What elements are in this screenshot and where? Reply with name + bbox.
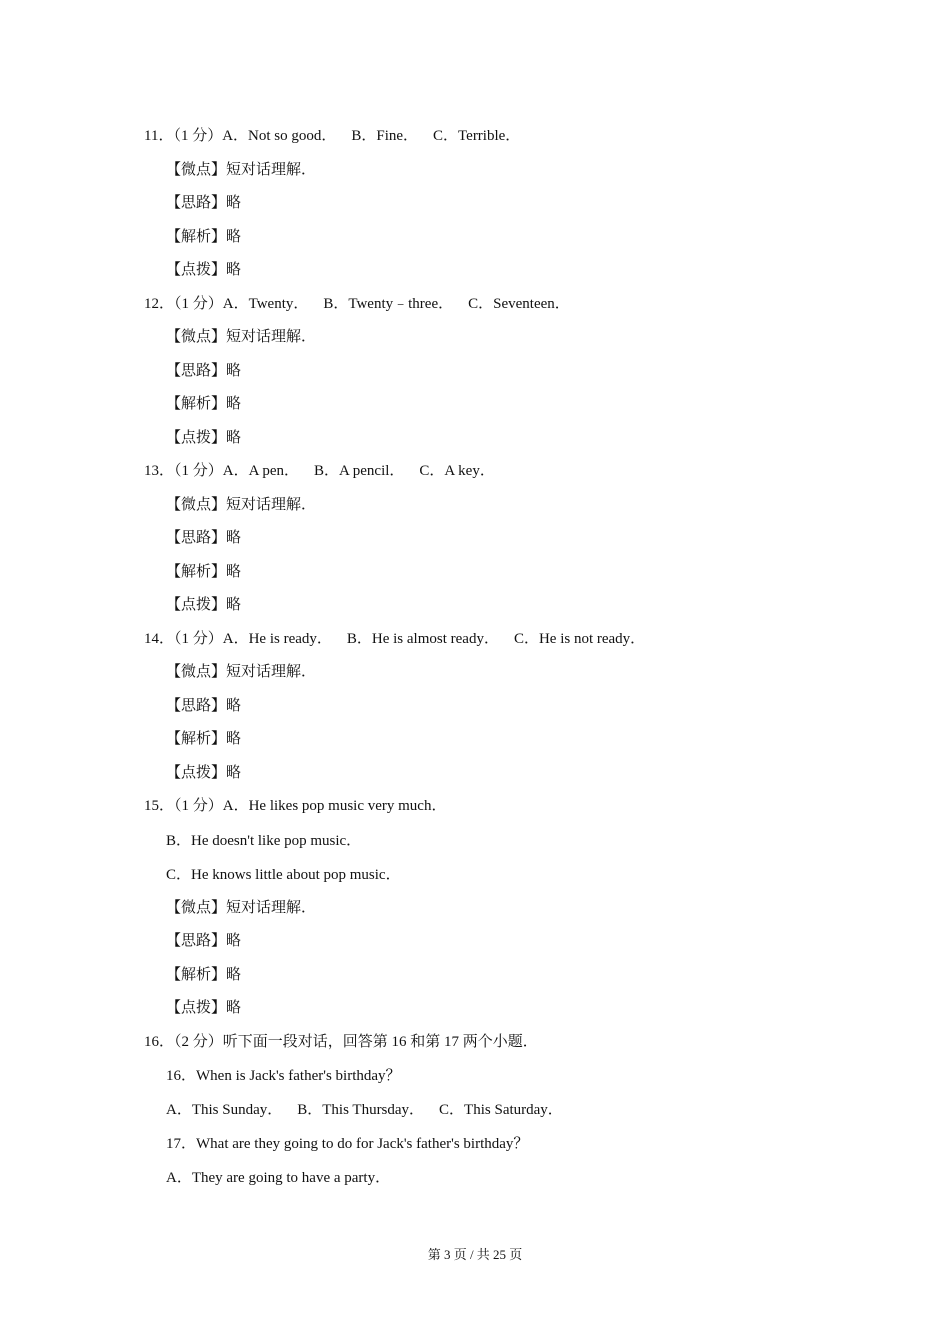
answer-note: 【思路】略	[166, 195, 242, 211]
answer-note: 【点拨】略	[166, 262, 242, 278]
answer-note: 【微点】短对话理解．	[166, 899, 317, 916]
answer-note: 【点拨】略	[166, 764, 242, 781]
answer-note: 【解析】略	[166, 731, 242, 747]
page-footer: 第 3 页 / 共 25 页	[427, 1247, 523, 1262]
question-stem: 11．（1 分）A．Not so good． B．Fine． C．Terrible．	[144, 128, 521, 144]
answer-note: 【解析】略	[166, 228, 242, 245]
answer-note: 【微点】短对话理解．	[166, 664, 317, 680]
question-stem: 16．（2 分）听下面一段对话，回答第 16 和第 17 两个小题．	[144, 1033, 538, 1050]
answer-note: 【点拨】略	[166, 1000, 242, 1016]
question-stem: 14．（1 分）A．He is ready． B．He is almost ready． C．He is not ready．	[144, 630, 646, 647]
question-stem: 15．（1 分）A．He likes pop music very much．	[144, 798, 447, 814]
question-stem: 12．（1 分）A．Twenty． B．Twenty﹣three． C．Seventeen．	[144, 295, 570, 312]
answer-note: 【微点】短对话理解．	[166, 161, 317, 178]
question-option: 16．When is Jack's father's birthday？	[166, 1068, 401, 1084]
answer-note: 【思路】略	[166, 933, 242, 949]
answer-note: 【点拨】略	[166, 429, 242, 446]
answer-note: 【思路】略	[166, 697, 242, 714]
question-option: A．They are going to have a party．	[166, 1170, 391, 1186]
answer-note: 【思路】略	[166, 362, 242, 379]
question-option: A．This Sunday． B．This Thursday． C．This Saturday．	[166, 1102, 563, 1118]
question-option: C．He knows little about pop music．	[166, 866, 401, 883]
question-option: 17．What are they going to do for Jack's father's birthday？	[166, 1136, 529, 1152]
answer-note: 【微点】短对话理解．	[166, 496, 317, 513]
question-option: B．He doesn't like pop music．	[166, 832, 362, 849]
answer-note: 【点拨】略	[166, 597, 242, 613]
answer-note: 【解析】略	[166, 396, 242, 412]
answer-note: 【解析】略	[166, 966, 242, 983]
question-stem: 13．（1 分）A．A pen． B．A pencil． C．A key．	[144, 463, 495, 479]
answer-note: 【解析】略	[166, 563, 242, 580]
answer-note: 【思路】略	[166, 530, 242, 546]
answer-note: 【微点】短对话理解．	[166, 329, 317, 345]
